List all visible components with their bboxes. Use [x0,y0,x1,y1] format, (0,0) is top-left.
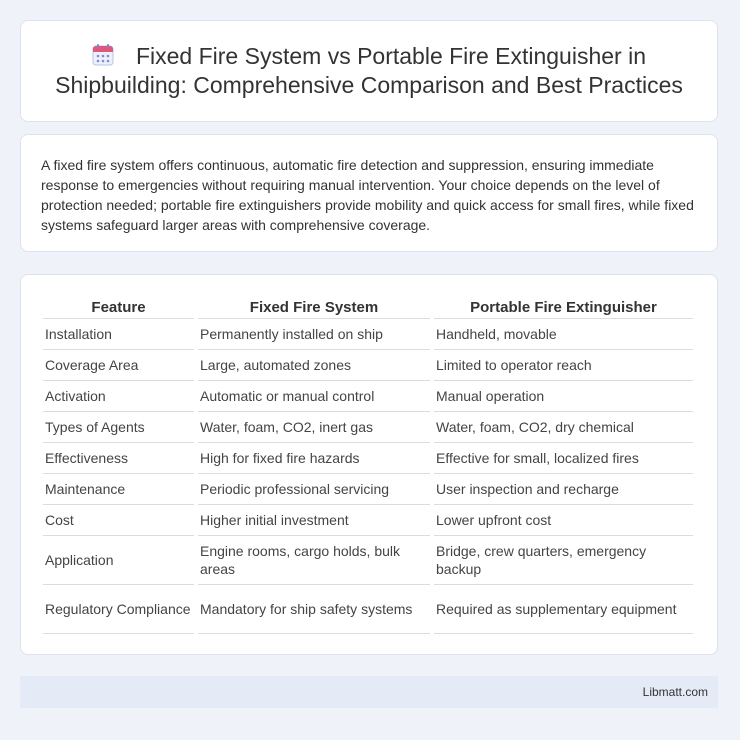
title-card [20,20,718,122]
row-feature-cell: Application [43,536,194,585]
table-row [43,474,693,505]
row-portable-cell: Required as supplementary equipment [434,585,693,634]
row-fixed-cell: Higher initial investment [198,505,430,536]
table-header-row [43,296,693,319]
row-fixed-cell: Mandatory for ship safety systems [198,585,430,634]
table-row [43,350,693,381]
row-fixed-cell: Periodic professional servicing [198,474,430,505]
row-feature-cell: Regulatory Compliance [43,585,194,634]
row-feature-cell: Installation [43,319,194,350]
row-portable-cell: Effective for small, localized fires [434,443,693,474]
table-row [43,319,693,350]
row-feature-cell: Types of Agents [43,412,194,443]
row-feature-cell: Coverage Area [43,350,194,381]
row-portable-cell: Bridge, crew quarters, emergency backup [434,536,693,585]
footer [20,676,718,708]
row-portable-cell: Limited to operator reach [434,350,693,381]
summary-card [20,134,718,252]
row-portable-cell: Lower upfront cost [434,505,693,536]
page-title-text: Fixed Fire System vs Portable Fire Extinguisher in Shipbuilding: Comprehensive Comparison and Best Practices [55,43,683,98]
row-fixed-cell: Large, automated zones [198,350,430,381]
row-feature-cell: Maintenance [43,474,194,505]
comparison-card [20,274,718,655]
table-row [43,381,693,412]
row-portable-cell: Handheld, movable [434,319,693,350]
calendar-icon [92,43,114,67]
table-row [43,443,693,474]
table-row [43,585,693,634]
row-fixed-cell: Engine rooms, cargo holds, bulk areas [198,536,430,585]
row-fixed-cell: Automatic or manual control [198,381,430,412]
comparison-table [39,296,697,634]
row-fixed-cell: Water, foam, CO2, inert gas [198,412,430,443]
row-portable-cell: Water, foam, CO2, dry chemical [434,412,693,443]
row-feature-cell: Cost [43,505,194,536]
summary-text: A fixed fire system offers continuous, automatic fire detection and suppression, ensuring immediate response to emergencies without requiring manual intervention. Your choice depends on the level of protection needed; portable fire extinguishers provide mobility and quick access for small fires, while fixed systems safeguard larger areas with comprehensive coverage. [41,157,694,233]
row-feature-cell: Effectiveness [43,443,194,474]
row-feature-cell: Activation [43,381,194,412]
row-portable-cell: Manual operation [434,381,693,412]
column-header-feature: Feature [43,296,194,319]
table-row [43,536,693,585]
row-fixed-cell: High for fixed fire hazards [198,443,430,474]
row-portable-cell: User inspection and recharge [434,474,693,505]
page-title [41,42,697,100]
column-header-portable-extinguisher: Portable Fire Extinguisher [434,296,693,319]
table-row [43,505,693,536]
footer-site-link[interactable]: Libmatt.com [642,685,708,699]
table-row [43,412,693,443]
column-header-fixed-system: Fixed Fire System [198,296,430,319]
row-fixed-cell: Permanently installed on ship [198,319,430,350]
